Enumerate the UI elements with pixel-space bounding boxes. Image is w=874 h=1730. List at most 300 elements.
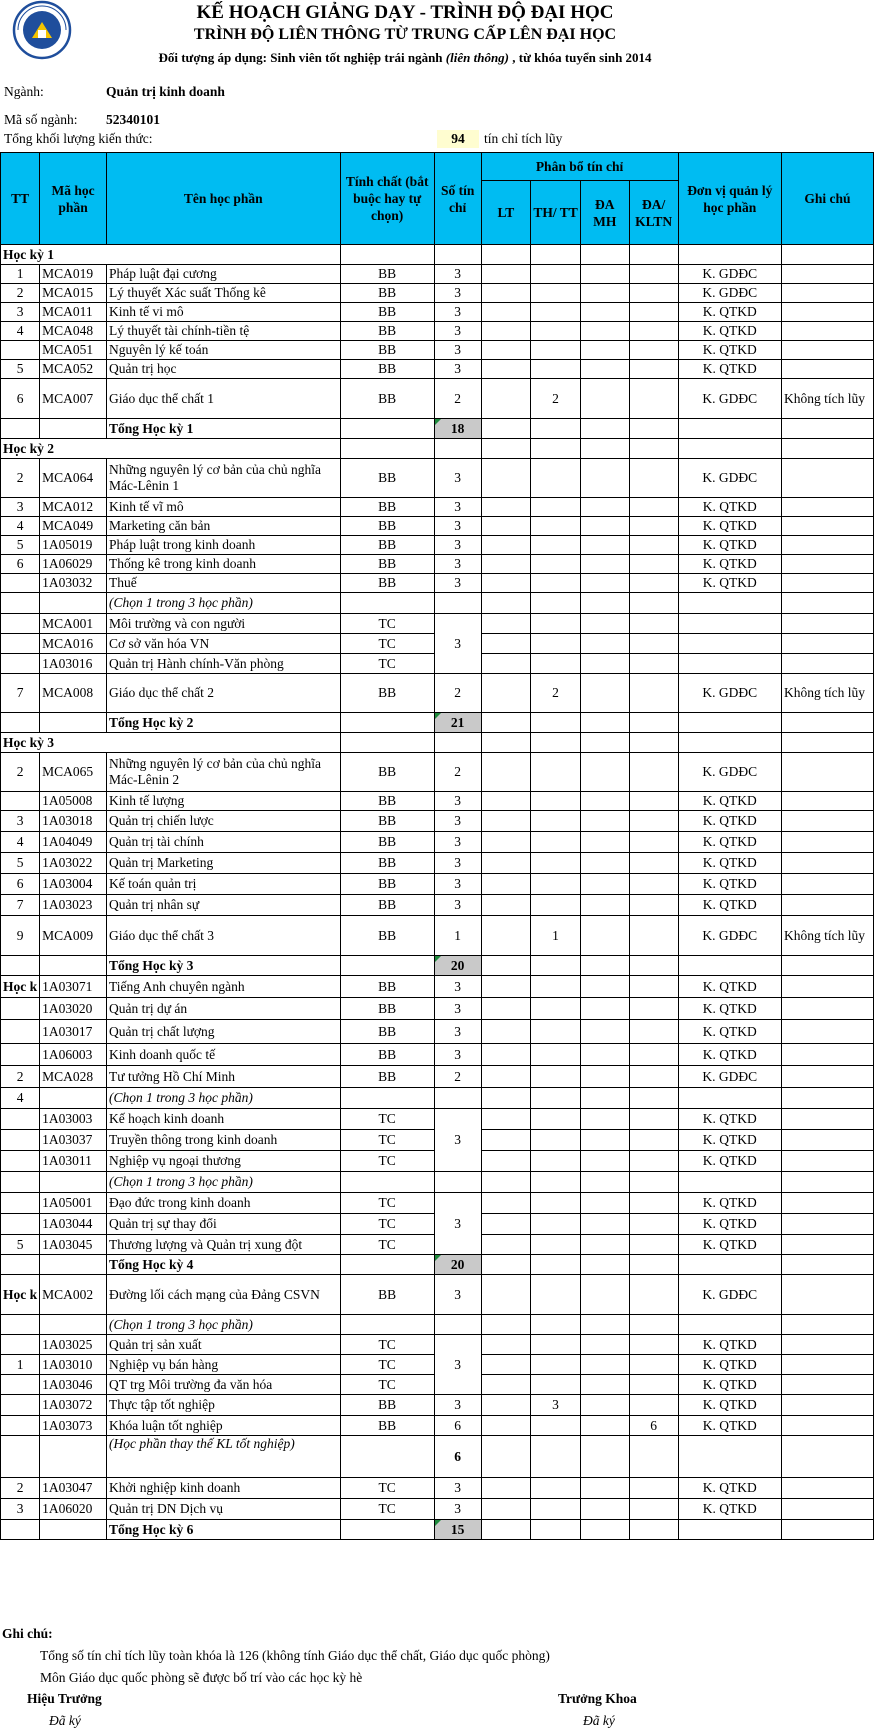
course-name: (Chọn 1 trong 3 học phần)	[107, 1172, 341, 1193]
course-credits: 3	[434, 976, 481, 998]
managing-unit	[678, 713, 781, 733]
da-credits	[580, 895, 629, 916]
kltn-credits	[629, 284, 678, 303]
lt-credits	[481, 1499, 531, 1520]
course-name: (Chọn 1 trong 3 học phần)	[107, 1088, 341, 1109]
row-number	[1, 1315, 40, 1335]
kltn-credits	[629, 654, 678, 674]
da-credits	[580, 1235, 629, 1255]
lt-credits	[481, 303, 531, 322]
course-row	[1, 1478, 874, 1499]
course-row	[1, 303, 874, 322]
course-row	[1, 1416, 874, 1436]
empty-cell	[781, 733, 873, 753]
course-note	[781, 1044, 873, 1066]
da-credits	[580, 1499, 629, 1520]
course-code	[40, 1315, 107, 1335]
kltn-credits	[629, 360, 678, 379]
managing-unit: K. QTKD	[678, 498, 781, 517]
course-name: Thống kê trong kinh doanh	[107, 555, 341, 574]
course-note	[781, 459, 873, 498]
course-note	[781, 1436, 873, 1478]
course-credits: 2	[434, 1066, 481, 1088]
doc-title: KẾ HOẠCH GIẢNG DẠY - TRÌNH ĐỘ ĐẠI HỌC	[196, 2, 614, 23]
row-number	[1, 1255, 40, 1275]
course-note	[781, 634, 873, 654]
course-type: BB	[340, 976, 434, 998]
th-credits	[531, 341, 581, 360]
managing-unit: K. QTKD	[678, 832, 781, 853]
course-code	[40, 1172, 107, 1193]
th-credits	[531, 1355, 581, 1375]
course-code: 1A03010	[40, 1355, 107, 1375]
elective-group-row	[1, 1172, 874, 1193]
da-credits	[580, 303, 629, 322]
da-credits	[580, 555, 629, 574]
da-credits	[580, 459, 629, 498]
course-row	[1, 1020, 874, 1044]
lt-credits	[481, 614, 531, 634]
course-type: BB	[340, 853, 434, 874]
empty-cell	[580, 733, 629, 753]
kltn-credits: 6	[629, 1416, 678, 1436]
course-note	[781, 1109, 873, 1130]
managing-unit: K. QTKD	[678, 555, 781, 574]
course-type: TC	[340, 1235, 434, 1255]
course-code: 1A05019	[40, 536, 107, 555]
da-credits	[580, 1335, 629, 1355]
managing-unit: K. GDĐC	[678, 284, 781, 303]
row-number	[1, 654, 40, 674]
course-note	[781, 832, 873, 853]
th-credits: 1	[531, 916, 581, 956]
audience-text: Đối tượng áp dụng: Sinh viên tốt nghiệp trái ngành	[158, 50, 446, 65]
managing-unit: K. QTKD	[678, 1151, 781, 1172]
course-name: Giáo dục thể chất 3	[107, 916, 341, 956]
da-credits	[580, 956, 629, 976]
course-credits: 3	[434, 895, 481, 916]
course-note	[781, 1193, 873, 1214]
managing-unit: K. GDĐC	[678, 916, 781, 956]
course-name: Thuế	[107, 574, 341, 593]
course-code	[40, 1520, 107, 1540]
th-credits	[531, 1436, 581, 1478]
course-row	[1, 536, 874, 555]
th-credits	[531, 322, 581, 341]
course-credits: 6	[434, 1436, 481, 1478]
kltn-credits	[629, 792, 678, 811]
col-course-code: Mã học phần	[40, 153, 107, 245]
course-name: Khóa luận tốt nghiệp	[107, 1416, 341, 1436]
row-number	[1, 1044, 40, 1066]
course-code: MCA007	[40, 379, 107, 419]
course-type: TC	[340, 1193, 434, 1214]
course-note	[781, 1235, 873, 1255]
course-type: BB	[340, 341, 434, 360]
course-type	[340, 1436, 434, 1478]
row-number	[1, 1416, 40, 1436]
course-credits: 3	[434, 284, 481, 303]
row-number	[1, 341, 40, 360]
th-credits	[531, 498, 581, 517]
kltn-credits	[629, 1044, 678, 1066]
managing-unit: K. GDĐC	[678, 753, 781, 792]
managing-unit: K. QTKD	[678, 1355, 781, 1375]
course-name: Kế hoạch kinh doanh	[107, 1109, 341, 1130]
course-row	[1, 1335, 874, 1355]
total-knowledge-label: Tổng khối lượng kiến thức:	[4, 131, 153, 146]
row-number	[1, 593, 40, 614]
row-number: 2	[1, 459, 40, 498]
course-type: BB	[340, 874, 434, 895]
course-code: 1A03025	[40, 1335, 107, 1355]
course-note	[781, 284, 873, 303]
empty-cell	[340, 245, 434, 265]
course-note	[781, 360, 873, 379]
course-note	[781, 1375, 873, 1395]
kltn-credits	[629, 265, 678, 284]
th-credits	[531, 956, 581, 976]
course-type: TC	[340, 634, 434, 654]
da-credits	[580, 976, 629, 998]
managing-unit: K. QTKD	[678, 1335, 781, 1355]
da-credits	[580, 1088, 629, 1109]
th-credits	[531, 713, 581, 733]
course-code: MCA052	[40, 360, 107, 379]
row-number: 2	[1, 753, 40, 792]
kltn-credits	[629, 1499, 678, 1520]
course-note	[781, 555, 873, 574]
course-name: Đạo đức trong kinh doanh	[107, 1193, 341, 1214]
lt-credits	[481, 976, 531, 998]
course-name: Môi trường và con người	[107, 614, 341, 634]
lt-credits	[481, 1436, 531, 1478]
da-credits	[580, 1478, 629, 1499]
empty-cell	[481, 245, 531, 265]
managing-unit	[678, 1255, 781, 1275]
da-credits	[580, 574, 629, 593]
course-type: BB	[340, 574, 434, 593]
course-name: Thực tập tốt nghiệp	[107, 1395, 341, 1416]
kltn-credits	[629, 1436, 678, 1478]
da-credits	[580, 1109, 629, 1130]
total-credits-unit: tín chỉ tích lũy	[484, 131, 563, 146]
lt-credits	[481, 674, 531, 713]
course-type: TC	[340, 654, 434, 674]
course-note: Không tích lũy	[781, 916, 873, 956]
course-note	[781, 753, 873, 792]
course-code: 1A03037	[40, 1130, 107, 1151]
course-code: MCA016	[40, 634, 107, 654]
course-note	[781, 1335, 873, 1355]
da-credits	[580, 1130, 629, 1151]
course-type: TC	[340, 1499, 434, 1520]
course-name: Lý thuyết tài chính-tiền tệ	[107, 322, 341, 341]
th-credits: 2	[531, 379, 581, 419]
row-number: 7	[1, 674, 40, 713]
managing-unit: K. QTKD	[678, 998, 781, 1020]
course-credits: 3	[434, 792, 481, 811]
empty-cell	[781, 245, 873, 265]
course-row	[1, 1044, 874, 1066]
empty-cell	[531, 245, 581, 265]
course-note	[781, 1255, 873, 1275]
lt-credits	[481, 1255, 531, 1275]
course-type	[340, 1520, 434, 1540]
managing-unit: K. QTKD	[678, 517, 781, 536]
managing-unit: K. QTKD	[678, 976, 781, 998]
course-type: BB	[340, 360, 434, 379]
lt-credits	[481, 379, 531, 419]
col-th: TH/ TT	[531, 181, 581, 245]
col-course-name: Tên học phần	[107, 153, 341, 245]
audience-italic: (liên thông)	[445, 50, 510, 65]
lt-credits	[481, 1375, 531, 1395]
empty-cell	[629, 245, 678, 265]
course-note	[781, 654, 873, 674]
course-credits	[434, 593, 481, 614]
managing-unit: K. QTKD	[678, 1395, 781, 1416]
row-number	[1, 1109, 40, 1130]
managing-unit	[678, 634, 781, 654]
kltn-credits	[629, 1255, 678, 1275]
course-note	[781, 713, 873, 733]
course-name: Quản trị sự thay đổi	[107, 1214, 341, 1235]
kltn-credits	[629, 1020, 678, 1044]
th-credits	[531, 1235, 581, 1255]
semester-header-row	[1, 733, 874, 753]
managing-unit: K. GDĐC	[678, 1275, 781, 1315]
course-code	[40, 593, 107, 614]
col-managing-unit: Đơn vị quản lý học phần	[678, 153, 781, 245]
course-type: BB	[340, 1395, 434, 1416]
course-row	[1, 1193, 874, 1214]
row-number: 3	[1, 811, 40, 832]
course-code: MCA009	[40, 916, 107, 956]
course-note	[781, 517, 873, 536]
course-name: Giáo dục thể chất 1	[107, 379, 341, 419]
course-note	[781, 1066, 873, 1088]
course-row	[1, 284, 874, 303]
course-credits	[434, 1172, 481, 1193]
th-credits	[531, 1335, 581, 1355]
managing-unit	[678, 1315, 781, 1335]
lt-credits	[481, 916, 531, 956]
th-credits	[531, 459, 581, 498]
kltn-credits	[629, 379, 678, 419]
course-credits: 2	[434, 379, 481, 419]
lt-credits	[481, 1355, 531, 1375]
course-code: 1A06020	[40, 1499, 107, 1520]
empty-cell	[678, 439, 781, 459]
course-note	[781, 853, 873, 874]
row-number	[1, 792, 40, 811]
th-credits	[531, 1172, 581, 1193]
da-credits	[580, 753, 629, 792]
row-number	[1, 1172, 40, 1193]
kltn-credits	[629, 916, 678, 956]
curriculum-body	[1, 245, 874, 1540]
kltn-credits	[629, 517, 678, 536]
row-number	[1, 956, 40, 976]
course-note	[781, 574, 873, 593]
course-code: 1A06029	[40, 555, 107, 574]
row-number: 4	[1, 832, 40, 853]
course-type	[340, 713, 434, 733]
course-code: 1A03046	[40, 1375, 107, 1395]
th-credits	[531, 303, 581, 322]
course-note	[781, 322, 873, 341]
row-number: 5	[1, 853, 40, 874]
course-code: 1A05008	[40, 792, 107, 811]
rector-signature: Đã ký	[49, 1713, 81, 1728]
kltn-credits	[629, 753, 678, 792]
managing-unit	[678, 1520, 781, 1540]
th-credits	[531, 998, 581, 1020]
course-credits: 3	[434, 555, 481, 574]
semester-total-credits: 20	[434, 956, 481, 976]
course-row	[1, 1499, 874, 1520]
managing-unit: K. QTKD	[678, 341, 781, 360]
th-credits: 2	[531, 674, 581, 713]
course-credits: 3	[434, 498, 481, 517]
course-row	[1, 459, 874, 498]
lt-credits	[481, 1088, 531, 1109]
semester-total-credits: 21	[434, 713, 481, 733]
kltn-credits	[629, 895, 678, 916]
course-row	[1, 998, 874, 1020]
kltn-credits	[629, 1130, 678, 1151]
course-code: 1A03023	[40, 895, 107, 916]
course-note	[781, 419, 873, 439]
course-credits: 3	[434, 360, 481, 379]
th-credits	[531, 853, 581, 874]
lt-credits	[481, 654, 531, 674]
course-name: Kinh doanh quốc tế	[107, 1044, 341, 1066]
course-note	[781, 1020, 873, 1044]
course-credits: 3	[434, 998, 481, 1020]
managing-unit	[678, 956, 781, 976]
course-name: Pháp luật đại cương	[107, 265, 341, 284]
semester-total-row	[1, 419, 874, 439]
course-note	[781, 341, 873, 360]
th-credits	[531, 1478, 581, 1499]
da-credits	[580, 1436, 629, 1478]
course-note	[781, 303, 873, 322]
course-name: Những nguyên lý cơ bản của chủ nghĩa Mác-Lênin 1	[107, 459, 341, 498]
lt-credits	[481, 874, 531, 895]
kltn-credits	[629, 459, 678, 498]
course-note	[781, 1355, 873, 1375]
th-credits	[531, 1315, 581, 1335]
lt-credits	[481, 753, 531, 792]
da-credits	[580, 1066, 629, 1088]
course-credits: 3	[434, 614, 481, 674]
course-code	[40, 419, 107, 439]
kltn-credits	[629, 322, 678, 341]
kltn-credits	[629, 998, 678, 1020]
course-row	[1, 674, 874, 713]
note-line-2: Môn Giáo dục quốc phòng sẽ được bố trí vào các học kỳ hè	[40, 1670, 363, 1685]
th-credits	[531, 1214, 581, 1235]
managing-unit	[678, 593, 781, 614]
kltn-credits	[629, 1375, 678, 1395]
da-credits	[580, 713, 629, 733]
course-row	[1, 1066, 874, 1088]
lt-credits	[481, 634, 531, 654]
lt-credits	[481, 341, 531, 360]
row-number	[1, 574, 40, 593]
university-logo	[12, 0, 72, 60]
th-credits	[531, 1416, 581, 1436]
managing-unit: K. QTKD	[678, 1375, 781, 1395]
course-note	[781, 1315, 873, 1335]
course-type: BB	[340, 498, 434, 517]
empty-cell	[678, 733, 781, 753]
course-row	[1, 322, 874, 341]
course-code: 1A03044	[40, 1214, 107, 1235]
kltn-credits	[629, 1520, 678, 1540]
course-name: (Học phần thay thế KL tốt nghiệp)	[107, 1436, 341, 1478]
row-number: 4	[1, 1088, 40, 1109]
th-credits	[531, 1375, 581, 1395]
course-type: TC	[340, 1130, 434, 1151]
course-credits: 2	[434, 753, 481, 792]
course-note	[781, 874, 873, 895]
da-credits	[580, 284, 629, 303]
da-credits	[580, 360, 629, 379]
lt-credits	[481, 792, 531, 811]
major-code-label: Mã số ngành:	[4, 112, 78, 127]
row-number: 3	[1, 1499, 40, 1520]
da-credits	[580, 1315, 629, 1335]
empty-cell	[629, 733, 678, 753]
kltn-credits	[629, 1478, 678, 1499]
th-credits	[531, 1255, 581, 1275]
course-name: Nguyên lý kế toán	[107, 341, 341, 360]
managing-unit: K. QTKD	[678, 1109, 781, 1130]
th-credits	[531, 1520, 581, 1540]
course-code: 1A03016	[40, 654, 107, 674]
course-note: Không tích lũy	[781, 379, 873, 419]
kltn-credits	[629, 1355, 678, 1375]
course-credits: 3	[434, 1044, 481, 1066]
course-credits: 3	[434, 574, 481, 593]
da-credits	[580, 1044, 629, 1066]
kltn-credits	[629, 634, 678, 654]
course-code: 1A03072	[40, 1395, 107, 1416]
lt-credits	[481, 419, 531, 439]
da-credits	[580, 1020, 629, 1044]
row-number: 4	[1, 517, 40, 536]
da-credits	[580, 998, 629, 1020]
course-code: MCA051	[40, 341, 107, 360]
course-code: MCA019	[40, 265, 107, 284]
da-credits	[580, 1416, 629, 1436]
course-credits: 3	[434, 853, 481, 874]
kltn-credits	[629, 976, 678, 998]
th-credits	[531, 753, 581, 792]
course-note	[781, 1214, 873, 1235]
th-credits	[531, 536, 581, 555]
th-credits	[531, 284, 581, 303]
kltn-credits	[629, 303, 678, 322]
course-type	[340, 1255, 434, 1275]
course-name: Quản trị dự án	[107, 998, 341, 1020]
notes-label: Ghi chú:	[2, 1626, 53, 1641]
da-credits	[580, 1255, 629, 1275]
course-name: Thương lượng và Quản trị xung đột	[107, 1235, 341, 1255]
